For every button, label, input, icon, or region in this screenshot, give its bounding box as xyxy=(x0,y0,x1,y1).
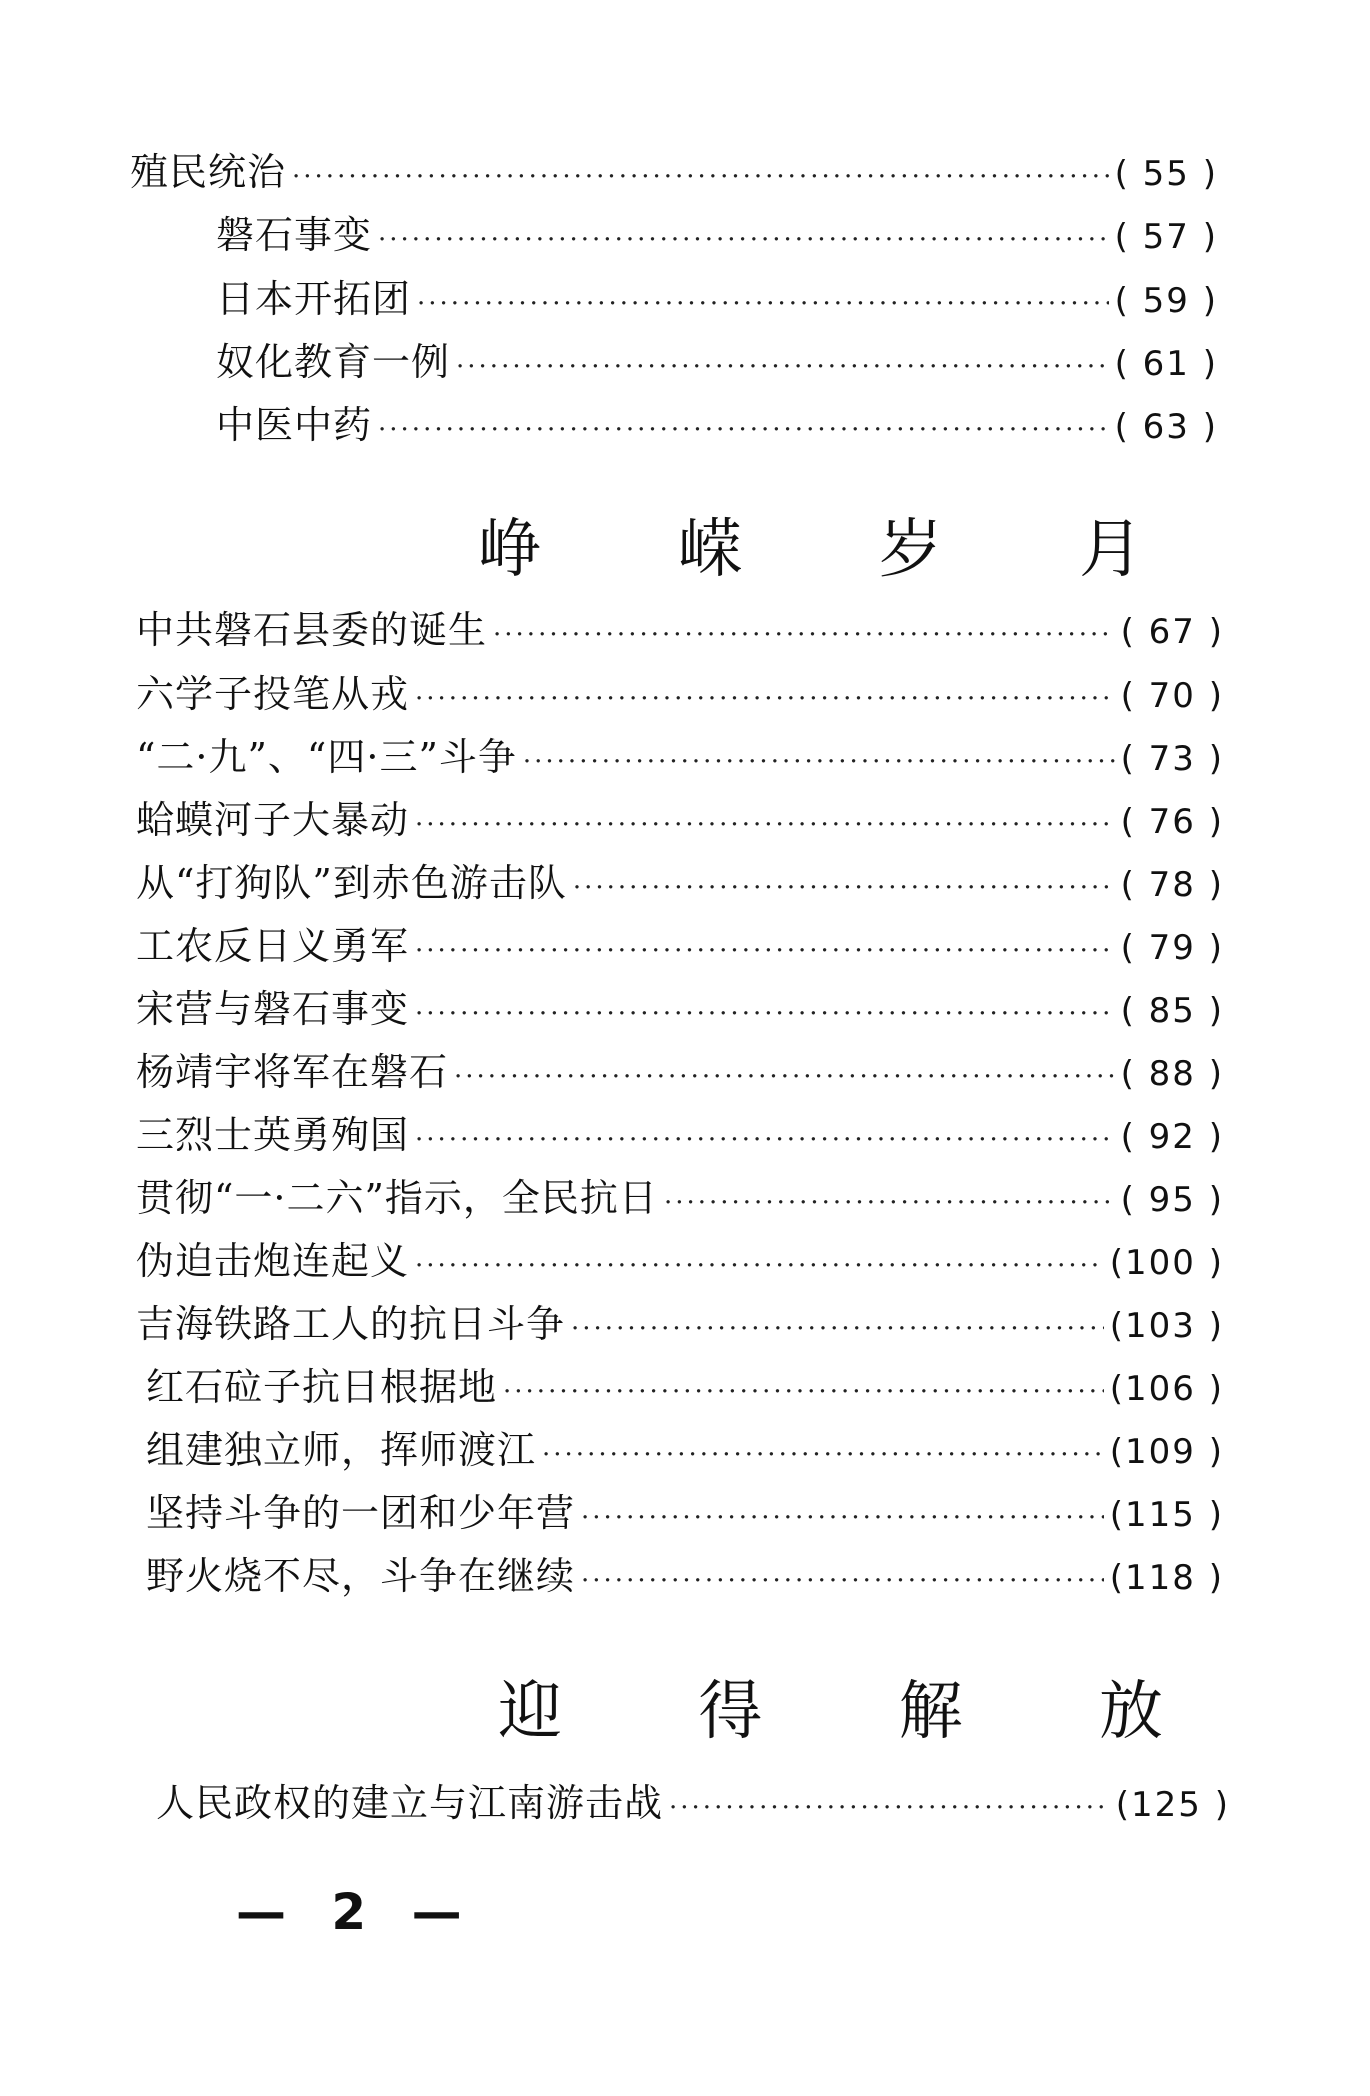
toc-entry-page: (115 ) xyxy=(1109,1495,1224,1535)
toc-entry-page: ( 88 ) xyxy=(1120,1054,1224,1094)
toc-leader-dots xyxy=(417,280,1109,328)
toc-entry-page: ( 76 ) xyxy=(1120,802,1224,842)
toc-leader-dots xyxy=(378,406,1109,454)
toc-entry xyxy=(130,148,1218,196)
toc-entry xyxy=(216,401,1218,449)
toc-leader-dots xyxy=(581,1494,1104,1542)
toc-leader-dots xyxy=(456,343,1109,391)
toc-entry xyxy=(216,211,1218,259)
page-number: — 2 — xyxy=(236,1883,476,1941)
toc-entry xyxy=(136,1174,1224,1222)
section-heading: 峥 嵘 岁 月 xyxy=(478,513,1202,587)
toc-entry xyxy=(136,796,1224,844)
toc-entry-title: 中共磐石县委的诞生 xyxy=(136,608,488,652)
toc-entry-page: ( 79 ) xyxy=(1120,928,1224,968)
toc-entry xyxy=(136,859,1224,907)
toc-entry-page: (100 ) xyxy=(1109,1243,1224,1283)
toc-entry-page: (106 ) xyxy=(1109,1369,1224,1409)
toc-entry-page: ( 92 ) xyxy=(1120,1117,1224,1157)
toc-leader-dots xyxy=(415,1242,1104,1290)
toc-entry-title: 中医中药 xyxy=(216,403,373,447)
toc-leader-dots xyxy=(573,864,1115,912)
toc-leader-dots xyxy=(581,1557,1104,1605)
toc-entry-title: 磐石事变 xyxy=(216,213,373,257)
toc-entry-title: 人民政权的建立与江南游击战 xyxy=(156,1781,664,1825)
toc-entry xyxy=(146,1426,1224,1474)
toc-entry-page: ( 67 ) xyxy=(1120,612,1224,652)
toc-entry-title: 吉海铁路工人的抗日斗争 xyxy=(136,1302,566,1346)
toc-entry-page: ( 61 ) xyxy=(1114,344,1218,384)
toc-entry xyxy=(136,985,1224,1033)
toc-entry-title: 日本开拓团 xyxy=(216,277,412,321)
toc-leader-dots xyxy=(454,1053,1115,1101)
section-heading: 迎 得 解 放 xyxy=(498,1675,1222,1749)
toc-leader-dots xyxy=(292,153,1109,201)
toc-entry-title: 红石砬子抗日根据地 xyxy=(146,1365,498,1409)
toc-entry-page: (109 ) xyxy=(1109,1432,1224,1472)
toc-entry-title: 从“打狗队”到赤色游击队 xyxy=(136,861,567,905)
toc-leader-dots xyxy=(415,990,1115,1038)
toc-entry xyxy=(136,922,1224,970)
toc-entry-title: 奴化教育一例 xyxy=(216,340,451,384)
toc-entry-page: ( 78 ) xyxy=(1120,865,1224,905)
toc-entry xyxy=(136,1048,1224,1096)
toc-entry-page: ( 70 ) xyxy=(1120,676,1224,716)
toc-entry-page: ( 95 ) xyxy=(1120,1180,1224,1220)
toc-leader-dots xyxy=(664,1179,1115,1227)
toc-entry-page: (118 ) xyxy=(1109,1558,1224,1598)
toc-entry xyxy=(136,670,1224,718)
toc-entry xyxy=(216,338,1218,386)
toc-entry-page: ( 57 ) xyxy=(1114,217,1218,257)
toc-entry-title: 组建独立师，挥师渡江 xyxy=(146,1428,537,1472)
toc-entry-title: 野火烧不尽，斗争在继续 xyxy=(146,1554,576,1598)
toc-entry-page: ( 55 ) xyxy=(1114,154,1218,194)
toc-entry-page: ( 73 ) xyxy=(1120,739,1224,779)
toc-entry-title: 工农反日义勇军 xyxy=(136,924,410,968)
toc-leader-dots xyxy=(669,1784,1110,1832)
toc-entry-title: 殖民统治 xyxy=(130,150,287,194)
toc-leader-dots xyxy=(542,1431,1104,1479)
toc-entry-page: ( 63 ) xyxy=(1114,407,1218,447)
toc-leader-dots xyxy=(415,927,1115,975)
toc-entry xyxy=(136,1111,1224,1159)
toc-entry-title: 蛤蟆河子大暴动 xyxy=(136,798,410,842)
toc-leader-dots xyxy=(415,675,1115,723)
toc-entry-title: 杨靖宇将军在磐石 xyxy=(136,1050,449,1094)
toc-entry xyxy=(146,1363,1224,1411)
toc-entry xyxy=(146,1489,1224,1537)
toc-leader-dots xyxy=(415,801,1115,849)
toc-entry xyxy=(136,1300,1224,1348)
toc-entry-page: (125 ) xyxy=(1115,1785,1230,1825)
toc-entry-title: 坚持斗争的一团和少年营 xyxy=(146,1491,576,1535)
toc-entry xyxy=(146,1552,1224,1600)
toc-entry-title: 三烈士英勇殉国 xyxy=(136,1113,410,1157)
toc-entry xyxy=(136,606,1224,654)
toc-entry xyxy=(136,1237,1224,1285)
toc-entry xyxy=(156,1779,1230,1827)
toc-leader-dots xyxy=(378,216,1109,264)
toc-entry-title: “二·九”、“四·三”斗争 xyxy=(136,735,517,779)
toc-leader-dots xyxy=(571,1305,1104,1353)
toc-leader-dots xyxy=(415,1116,1115,1164)
toc-leader-dots xyxy=(503,1368,1104,1416)
toc-entry-title: 贯彻“一·二六”指示，全民抗日 xyxy=(136,1176,658,1220)
toc-entry-page: ( 85 ) xyxy=(1120,991,1224,1031)
toc-leader-dots xyxy=(493,611,1115,659)
toc-entry xyxy=(216,275,1218,323)
toc-entry xyxy=(136,733,1224,781)
toc-entry-title: 六学子投笔从戎 xyxy=(136,672,410,716)
toc-entry-title: 伪迫击炮连起义 xyxy=(136,1239,410,1283)
toc-entry-page: ( 59 ) xyxy=(1114,281,1218,321)
toc-entry-title: 宋营与磐石事变 xyxy=(136,987,410,1031)
toc-leader-dots xyxy=(523,738,1115,786)
toc-entry-page: (103 ) xyxy=(1109,1306,1224,1346)
